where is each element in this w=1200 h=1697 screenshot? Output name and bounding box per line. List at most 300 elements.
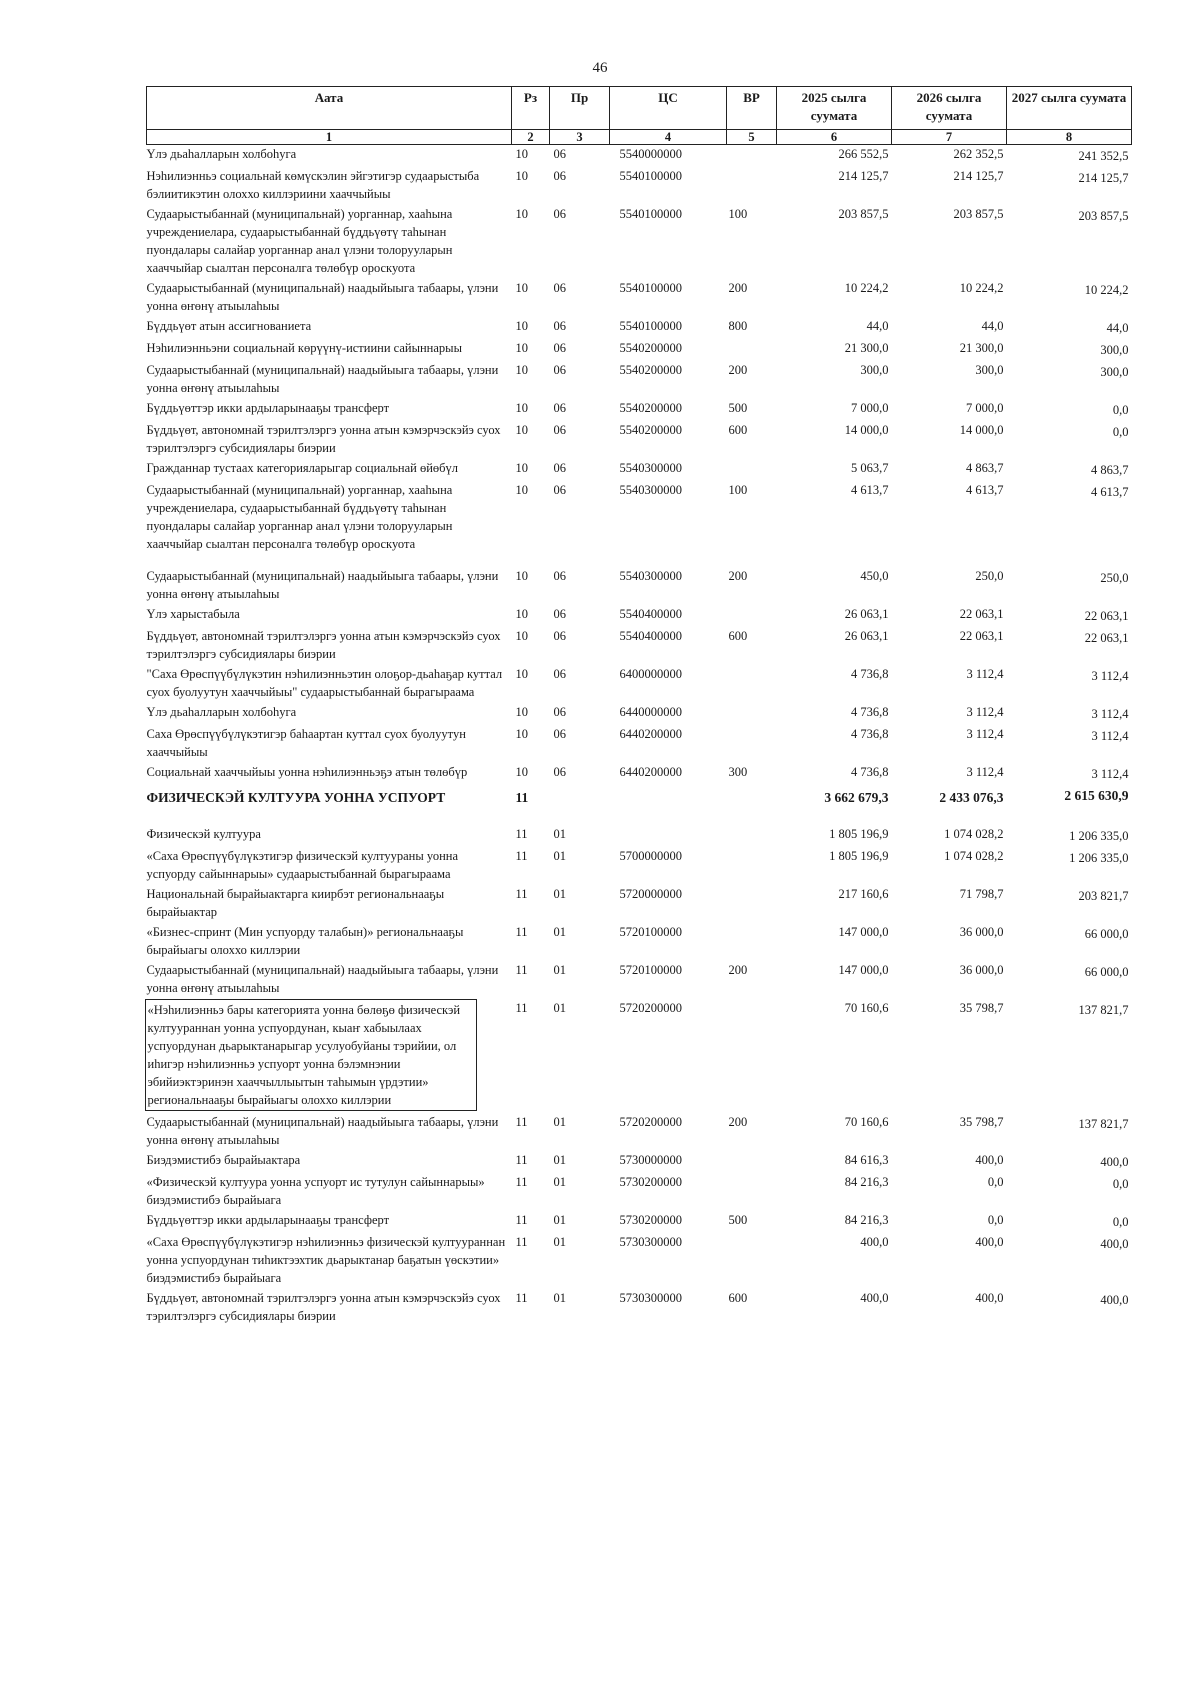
row-amount-2026: 7 000,0 bbox=[966, 401, 1004, 415]
column-number: 1 bbox=[147, 130, 512, 145]
row-name: Бүддьүөттэр икки ардыларынааҕы трансферт bbox=[146, 1213, 390, 1227]
row-cs: 5720100000 bbox=[619, 963, 682, 977]
row-pr: 06 bbox=[553, 569, 566, 583]
row-amount-2026: 262 352,5 bbox=[953, 147, 1004, 161]
row-amount-2026: 44,0 bbox=[981, 319, 1004, 333]
row-vr bbox=[727, 145, 777, 168]
row-name: Судаарыстыбаннай (муниципальнай) наадыйыыга табаары, үлэни уонна өҥөнү атыылаһыы bbox=[146, 569, 499, 601]
row-amount-2026: 4 863,7 bbox=[966, 461, 1004, 475]
row-pr: 01 bbox=[553, 827, 566, 841]
row-amount-2027: 0,0 bbox=[1112, 425, 1129, 439]
row-name: Саха Өрөспүүбүлүкэтигэр баһаартан куттал суох буолуутун хааччыйыы bbox=[146, 727, 466, 759]
row-amount-2025: 4 736,8 bbox=[851, 727, 889, 741]
header-pr: Пр bbox=[550, 87, 610, 130]
row-cs: 5540200000 bbox=[619, 423, 682, 437]
row-amount-2027: 137 821,7 bbox=[1078, 1117, 1129, 1131]
row-cs: 6440000000 bbox=[619, 705, 682, 719]
row-pr: 06 bbox=[553, 147, 566, 161]
row-name: «Саха Өрөспүүбүлүкэтигэр физическэй култуураны уонна успуорду сайыннарыы» судаарыстыбаннай бырагыраама bbox=[146, 849, 459, 881]
row-pr: 06 bbox=[553, 483, 566, 497]
row-amount-2027: 4 863,7 bbox=[1091, 463, 1129, 477]
row-vr: 200 bbox=[728, 281, 748, 295]
row-pr: 06 bbox=[553, 423, 566, 437]
table-row bbox=[147, 725, 1132, 763]
table-row bbox=[147, 205, 1132, 279]
row-amount-2027: 0,0 bbox=[1112, 403, 1129, 417]
table-row bbox=[147, 605, 1132, 627]
row-pr bbox=[550, 785, 610, 825]
row-amount-2025: 4 736,8 bbox=[851, 705, 889, 719]
column-number: 5 bbox=[727, 130, 777, 145]
row-amount-2025: 266 552,5 bbox=[838, 147, 889, 161]
table-row bbox=[147, 1173, 1132, 1211]
row-cs: 5540200000 bbox=[619, 363, 682, 377]
row-amount-2025: 4 736,8 bbox=[851, 667, 889, 681]
row-rz: 11 bbox=[515, 1213, 528, 1227]
row-amount-2026: 400,0 bbox=[975, 1153, 1004, 1167]
row-amount-2027: 137 821,7 bbox=[1078, 1003, 1129, 1017]
row-pr: 01 bbox=[553, 963, 566, 977]
row-rz: 10 bbox=[515, 341, 528, 355]
row-vr: 200 bbox=[728, 1115, 748, 1129]
row-cs bbox=[610, 825, 727, 847]
row-pr: 06 bbox=[553, 281, 566, 295]
row-pr: 06 bbox=[553, 727, 566, 741]
table-row bbox=[147, 763, 1132, 785]
row-vr bbox=[727, 999, 777, 1113]
row-cs: 5540200000 bbox=[619, 341, 682, 355]
row-cs: 5540300000 bbox=[619, 483, 682, 497]
row-pr: 06 bbox=[553, 363, 566, 377]
header-rz: Рз bbox=[512, 87, 550, 130]
row-name: Судаарыстыбаннай (муниципальнай) уорганнар, хааһына учреждениелара, судаарыстыбаннай бүддьүөтү таһынан пуондалары салайар уорганнар анал үлэни толорууларын хааччыйар сыалтан персоналга төлөбүр ороскуота bbox=[146, 207, 453, 275]
table-row bbox=[147, 1211, 1132, 1233]
row-amount-2025: 147 000,0 bbox=[838, 925, 889, 939]
row-vr: 200 bbox=[728, 569, 748, 583]
row-name: Национальнай бырайыактарга киирбэт региональнааҕы бырайыактар bbox=[146, 887, 445, 919]
column-number: 6 bbox=[777, 130, 892, 145]
row-amount-2027: 44,0 bbox=[1106, 321, 1129, 335]
row-amount-2025: 70 160,6 bbox=[844, 1115, 889, 1129]
table-row bbox=[147, 399, 1132, 421]
row-rz: 10 bbox=[515, 483, 528, 497]
table-row bbox=[147, 421, 1132, 459]
row-name: «Бизнес-спринт (Мин успуорду талабын)» региональнааҕы бырайыагы олоххо киллэрии bbox=[146, 925, 464, 957]
row-name: Судаарыстыбаннай (муниципальнай) наадыйыыга табаары, үлэни уонна өҥөнү атыылаһыы bbox=[146, 281, 499, 313]
row-amount-2025: 400,0 bbox=[860, 1291, 889, 1305]
row-cs: 5720200000 bbox=[619, 1001, 682, 1015]
table-row bbox=[147, 145, 1132, 168]
row-rz: 10 bbox=[515, 423, 528, 437]
row-amount-2025: 7 000,0 bbox=[851, 401, 889, 415]
table-row bbox=[147, 317, 1132, 339]
table-row bbox=[147, 1113, 1132, 1151]
header-vr: ВР bbox=[727, 87, 777, 130]
header-cs: ЦС bbox=[610, 87, 727, 130]
row-amount-2025: 300,0 bbox=[860, 363, 889, 377]
boxed-row-name: «Нэһилиэнньэ бары категорията уонна бөлөҕө физическэй култуураннан уонна успуордунан, кыаҥ хабыылаах успуордунан дьарыктанарыгар усулуобуйаны тэрийии, ол иһигэр нэһилиэнньэ успуорт уонна бэлэмнэнии эбийиэктэринэн хааччыллыытын таһымын үрдэтии» региональнааҕы бырайыагы олоххо киллэрии bbox=[145, 999, 477, 1111]
row-amount-2026: 14 000,0 bbox=[959, 423, 1004, 437]
row-vr: 100 bbox=[728, 207, 748, 221]
row-rz: 10 bbox=[515, 629, 528, 643]
row-cs: 5540100000 bbox=[619, 319, 682, 333]
row-cs: 5720200000 bbox=[619, 1115, 682, 1129]
row-name: Биэдэмистибэ бырайыактара bbox=[146, 1153, 301, 1167]
row-pr: 06 bbox=[553, 667, 566, 681]
row-amount-2027: 300,0 bbox=[1100, 343, 1129, 357]
row-rz: 11 bbox=[515, 887, 528, 901]
table-row bbox=[147, 703, 1132, 725]
row-name: «Физическэй култуура уонна успуорт ис тутулун сайыннарыы» биэдэмистибэ бырайыага bbox=[146, 1175, 485, 1207]
table-row bbox=[147, 361, 1132, 399]
row-vr: 600 bbox=[728, 1291, 748, 1305]
row-amount-2027: 2 615 630,9 bbox=[1064, 788, 1129, 803]
row-amount-2025: 26 063,1 bbox=[844, 629, 889, 643]
table-row bbox=[147, 825, 1132, 847]
row-vr bbox=[727, 725, 777, 763]
row-amount-2025: 3 662 679,3 bbox=[824, 790, 889, 805]
row-amount-2026: 2 433 076,3 bbox=[939, 790, 1004, 805]
row-amount-2027: 241 352,5 bbox=[1078, 149, 1129, 163]
row-rz: 11 bbox=[515, 1175, 528, 1189]
row-pr: 06 bbox=[553, 607, 566, 621]
row-amount-2025: 84 216,3 bbox=[844, 1175, 889, 1189]
row-pr: 01 bbox=[553, 1153, 566, 1167]
row-cs: 5730200000 bbox=[619, 1213, 682, 1227]
row-name: Судаарыстыбаннай (муниципальнай) наадыйыыга табаары, үлэни уонна өҥөнү атыылаһыы bbox=[146, 1115, 499, 1147]
row-pr: 01 bbox=[553, 1115, 566, 1129]
row-name: Бүддьүөт, автономнай тэрилтэлэргэ уонна атын кэмэрчэскэйэ суох тэрилтэлэргэ субсидиялары биэрии bbox=[146, 423, 501, 455]
row-cs: 5540100000 bbox=[619, 207, 682, 221]
row-name: Нэһилиэнньэ социальнай көмүскэлин эйгэтигэр судаарыстыба бэлиитикэтин олоххо киллэриини хааччыйыы bbox=[146, 169, 480, 201]
row-amount-2025: 14 000,0 bbox=[844, 423, 889, 437]
row-vr bbox=[727, 1233, 777, 1289]
row-amount-2027: 400,0 bbox=[1100, 1237, 1129, 1251]
row-cs: 5540400000 bbox=[619, 629, 682, 643]
row-amount-2026: 3 112,4 bbox=[966, 765, 1004, 779]
row-cs: 6440200000 bbox=[619, 765, 682, 779]
row-cs: 5540000000 bbox=[619, 147, 682, 161]
row-pr: 01 bbox=[553, 1291, 566, 1305]
row-vr bbox=[727, 339, 777, 361]
table-row bbox=[147, 999, 1132, 1113]
row-amount-2026: 1 074 028,2 bbox=[944, 849, 1004, 863]
row-rz: 10 bbox=[515, 705, 528, 719]
row-rz: 10 bbox=[515, 147, 528, 161]
row-name: Үлэ харыстабыла bbox=[146, 607, 240, 621]
row-amount-2026: 0,0 bbox=[987, 1175, 1004, 1189]
row-cs: 5540300000 bbox=[619, 569, 682, 583]
row-amount-2026: 21 300,0 bbox=[959, 341, 1004, 355]
row-amount-2025: 84 616,3 bbox=[844, 1153, 889, 1167]
table-body bbox=[147, 145, 1132, 1328]
row-rz: 11 bbox=[515, 1153, 528, 1167]
row-amount-2026: 3 112,4 bbox=[966, 727, 1004, 741]
row-amount-2026: 22 063,1 bbox=[959, 607, 1004, 621]
row-cs: 5540200000 bbox=[619, 401, 682, 415]
row-rz: 10 bbox=[515, 169, 528, 183]
row-rz: 11 bbox=[515, 1291, 528, 1305]
row-amount-2026: 400,0 bbox=[975, 1235, 1004, 1249]
row-amount-2026: 3 112,4 bbox=[966, 667, 1004, 681]
row-vr bbox=[727, 923, 777, 961]
row-amount-2027: 66 000,0 bbox=[1084, 965, 1129, 979]
row-name: Бүддьүөттэр икки ардыларынааҕы трансферт bbox=[146, 401, 390, 415]
header-2025: 2025 сылга суумата bbox=[777, 87, 892, 130]
row-rz: 10 bbox=[515, 281, 528, 295]
row-vr bbox=[727, 885, 777, 923]
row-amount-2025: 10 224,2 bbox=[844, 281, 889, 295]
row-amount-2026: 250,0 bbox=[975, 569, 1004, 583]
row-vr: 500 bbox=[728, 1213, 748, 1227]
row-cs: 5540300000 bbox=[619, 461, 682, 475]
row-cs: 5730300000 bbox=[619, 1235, 682, 1249]
row-vr: 600 bbox=[728, 423, 748, 437]
row-name: Үлэ дьаһалларын холбоһуга bbox=[146, 147, 297, 161]
row-rz: 11 bbox=[515, 925, 528, 939]
row-amount-2026: 4 613,7 bbox=[966, 483, 1004, 497]
table-row bbox=[147, 785, 1132, 825]
column-number: 8 bbox=[1007, 130, 1132, 145]
row-amount-2027: 66 000,0 bbox=[1084, 927, 1129, 941]
table-row bbox=[147, 339, 1132, 361]
row-cs: 5730000000 bbox=[619, 1153, 682, 1167]
row-name bbox=[147, 999, 512, 1113]
row-pr: 01 bbox=[553, 1175, 566, 1189]
row-amount-2026: 35 798,7 bbox=[959, 1115, 1004, 1129]
row-pr: 01 bbox=[553, 925, 566, 939]
row-vr bbox=[727, 847, 777, 885]
row-amount-2027: 214 125,7 bbox=[1078, 171, 1129, 185]
row-rz: 10 bbox=[515, 363, 528, 377]
row-pr: 01 bbox=[553, 1001, 566, 1015]
row-amount-2025: 400,0 bbox=[860, 1235, 889, 1249]
row-amount-2026: 35 798,7 bbox=[959, 1001, 1004, 1015]
row-amount-2026: 36 000,0 bbox=[959, 925, 1004, 939]
table-row bbox=[147, 279, 1132, 317]
column-number-row bbox=[147, 130, 1132, 145]
row-vr: 500 bbox=[728, 401, 748, 415]
row-vr: 100 bbox=[728, 483, 748, 497]
table-row bbox=[147, 1233, 1132, 1289]
column-number: 2 bbox=[512, 130, 550, 145]
row-vr bbox=[727, 1151, 777, 1173]
row-cs: 5700000000 bbox=[619, 849, 682, 863]
row-rz: 10 bbox=[515, 319, 528, 333]
row-amount-2027: 300,0 bbox=[1100, 365, 1129, 379]
row-cs: 6400000000 bbox=[619, 667, 682, 681]
row-amount-2027: 0,0 bbox=[1112, 1177, 1129, 1191]
row-cs: 5720100000 bbox=[619, 925, 682, 939]
row-amount-2025: 217 160,6 bbox=[838, 887, 889, 901]
row-amount-2027: 3 112,4 bbox=[1091, 729, 1129, 743]
row-amount-2025: 1 805 196,9 bbox=[829, 849, 889, 863]
table-row bbox=[147, 1151, 1132, 1173]
table-row bbox=[147, 167, 1132, 205]
row-amount-2025: 70 160,6 bbox=[844, 1001, 889, 1015]
row-amount-2025: 26 063,1 bbox=[844, 607, 889, 621]
table-row bbox=[147, 665, 1132, 703]
row-pr: 06 bbox=[553, 169, 566, 183]
row-vr bbox=[727, 665, 777, 703]
row-amount-2026: 300,0 bbox=[975, 363, 1004, 377]
row-amount-2027: 0,0 bbox=[1112, 1215, 1129, 1229]
row-rz: 10 bbox=[515, 727, 528, 741]
row-rz: 10 bbox=[515, 569, 528, 583]
row-rz: 10 bbox=[515, 607, 528, 621]
row-amount-2027: 10 224,2 bbox=[1084, 283, 1129, 297]
table-row bbox=[147, 923, 1132, 961]
row-cs bbox=[610, 785, 727, 825]
row-amount-2025: 450,0 bbox=[860, 569, 889, 583]
row-rz: 11 bbox=[515, 1115, 528, 1129]
row-amount-2027: 1 206 335,0 bbox=[1069, 851, 1129, 865]
row-pr: 06 bbox=[553, 319, 566, 333]
row-pr: 06 bbox=[553, 765, 566, 779]
row-amount-2026: 1 074 028,2 bbox=[944, 827, 1004, 841]
row-amount-2026: 10 224,2 bbox=[959, 281, 1004, 295]
column-number: 7 bbox=[892, 130, 1007, 145]
header-name: Аата bbox=[147, 87, 512, 130]
row-vr bbox=[727, 459, 777, 481]
row-name: Үлэ дьаһалларын холбоһуга bbox=[146, 705, 297, 719]
row-name: Бүддьүөт атын ассигнованиета bbox=[146, 319, 312, 333]
row-amount-2027: 250,0 bbox=[1100, 571, 1129, 585]
row-amount-2027: 400,0 bbox=[1100, 1293, 1129, 1307]
page-number: 46 bbox=[592, 60, 608, 76]
row-name: Нэһилиэнньэни социальнай көрүүнү-истиини сайыннарыы bbox=[146, 341, 462, 355]
table-row bbox=[147, 481, 1132, 567]
row-name: ФИЗИЧЕСКЭЙ КУЛТУУРА УОННА УСПУОРТ bbox=[146, 790, 446, 805]
row-pr: 06 bbox=[553, 207, 566, 221]
column-number: 3 bbox=[550, 130, 610, 145]
row-pr: 06 bbox=[553, 461, 566, 475]
row-vr: 200 bbox=[728, 963, 748, 977]
row-amount-2027: 3 112,4 bbox=[1091, 707, 1129, 721]
row-amount-2025: 147 000,0 bbox=[838, 963, 889, 977]
row-name: Гражданнар тустаах категорияларыгар социальнай өйөбүл bbox=[146, 461, 458, 475]
row-amount-2025: 5 063,7 bbox=[851, 461, 889, 475]
row-cs: 5730200000 bbox=[619, 1175, 682, 1189]
row-vr: 600 bbox=[728, 629, 748, 643]
row-pr: 01 bbox=[553, 1235, 566, 1249]
row-vr bbox=[727, 1173, 777, 1211]
row-amount-2027: 1 206 335,0 bbox=[1069, 829, 1129, 843]
row-vr bbox=[727, 605, 777, 627]
row-vr bbox=[727, 825, 777, 847]
row-amount-2027: 400,0 bbox=[1100, 1155, 1129, 1169]
row-vr bbox=[727, 703, 777, 725]
row-amount-2027: 4 613,7 bbox=[1091, 485, 1129, 499]
row-pr: 06 bbox=[553, 401, 566, 415]
row-pr: 06 bbox=[553, 341, 566, 355]
column-number: 4 bbox=[610, 130, 727, 145]
row-amount-2026: 36 000,0 bbox=[959, 963, 1004, 977]
row-amount-2027: 3 112,4 bbox=[1091, 669, 1129, 683]
row-name: Бүддьүөт, автономнай тэрилтэлэргэ уонна атын кэмэрчэскэйэ суох тэрилтэлэргэ субсидиялары биэрии bbox=[146, 1291, 501, 1323]
row-cs: 5540100000 bbox=[619, 169, 682, 183]
table-row bbox=[147, 567, 1132, 605]
row-pr: 01 bbox=[553, 849, 566, 863]
row-name: "Саха Өрөспүүбүлүкэтин нэһилиэнньэтин олоҕор-дьаһаҕар куттал суох буолуутун хааччыйыы" судаарыстыбаннай бырагыраама bbox=[146, 667, 503, 699]
row-amount-2025: 84 216,3 bbox=[844, 1213, 889, 1227]
row-name: «Саха Өрөспүүбүлүкэтигэр нэһилиэнньэ физическэй култуураннан уонна успуордунан тиһиктээхтик дьарыктанар баҕатын үөскэтии» биэдэмистибэ бырайыага bbox=[146, 1235, 506, 1285]
row-amount-2026: 400,0 bbox=[975, 1291, 1004, 1305]
row-amount-2025: 1 805 196,9 bbox=[829, 827, 889, 841]
table-row bbox=[147, 961, 1132, 999]
row-name: Судаарыстыбаннай (муниципальнай) наадыйыыга табаары, үлэни уонна өҥөнү атыылаһыы bbox=[146, 963, 499, 995]
row-amount-2025: 4 736,8 bbox=[851, 765, 889, 779]
row-amount-2026: 214 125,7 bbox=[953, 169, 1004, 183]
header-2026: 2026 сылга суумата bbox=[892, 87, 1007, 130]
row-amount-2026: 71 798,7 bbox=[959, 887, 1004, 901]
row-amount-2027: 22 063,1 bbox=[1084, 631, 1129, 645]
row-vr: 300 bbox=[728, 765, 748, 779]
row-amount-2025: 44,0 bbox=[866, 319, 889, 333]
table-row bbox=[147, 459, 1132, 481]
row-amount-2027: 203 857,5 bbox=[1078, 209, 1129, 223]
header-2027: 2027 сылга суумата bbox=[1007, 87, 1132, 130]
header-row bbox=[147, 87, 1132, 130]
row-pr: 06 bbox=[553, 705, 566, 719]
row-amount-2025: 21 300,0 bbox=[844, 341, 889, 355]
row-pr: 01 bbox=[553, 1213, 566, 1227]
row-cs: 5540400000 bbox=[619, 607, 682, 621]
row-pr: 01 bbox=[553, 887, 566, 901]
row-amount-2026: 22 063,1 bbox=[959, 629, 1004, 643]
row-name: Судаарыстыбаннай (муниципальнай) наадыйыыга табаары, үлэни уонна өҥөнү атыылаһыы bbox=[146, 363, 499, 395]
row-cs: 5540100000 bbox=[619, 281, 682, 295]
row-rz: 10 bbox=[515, 401, 528, 415]
row-rz: 11 bbox=[515, 963, 528, 977]
table-row bbox=[147, 885, 1132, 923]
row-rz: 11 bbox=[515, 790, 529, 805]
row-amount-2026: 0,0 bbox=[987, 1213, 1004, 1227]
row-cs: 6440200000 bbox=[619, 727, 682, 741]
row-vr bbox=[727, 785, 777, 825]
row-name: Социальнай хааччыйыы уонна нэһилиэнньэҕэ атын төлөбүр bbox=[146, 765, 468, 779]
table-row bbox=[147, 627, 1132, 665]
row-amount-2027: 203 821,7 bbox=[1078, 889, 1129, 903]
row-rz: 11 bbox=[515, 849, 528, 863]
row-amount-2027: 22 063,1 bbox=[1084, 609, 1129, 623]
row-name: Судаарыстыбаннай (муниципальнай) уорганнар, хааһына учреждениелара, судаарыстыбаннай бүддьүөтү таһынан пуондалары салайар уорганнар анал үлэни толорууларын хааччыйар сыалтан персоналга төлөбүр ороскуота bbox=[146, 483, 453, 551]
row-amount-2027: 3 112,4 bbox=[1091, 767, 1129, 781]
row-vr: 800 bbox=[728, 319, 748, 333]
row-rz: 10 bbox=[515, 765, 528, 779]
row-vr bbox=[727, 167, 777, 205]
row-name: Физическэй култуура bbox=[146, 827, 261, 841]
row-rz: 11 bbox=[515, 1001, 528, 1015]
row-rz: 10 bbox=[515, 207, 528, 221]
row-amount-2026: 203 857,5 bbox=[953, 207, 1004, 221]
budget-table bbox=[146, 86, 1132, 1327]
row-rz: 11 bbox=[515, 827, 528, 841]
row-rz: 10 bbox=[515, 667, 528, 681]
row-amount-2025: 203 857,5 bbox=[838, 207, 889, 221]
table-row bbox=[147, 847, 1132, 885]
row-vr: 200 bbox=[728, 363, 748, 377]
table-row bbox=[147, 1289, 1132, 1327]
row-rz: 10 bbox=[515, 461, 528, 475]
row-amount-2026: 3 112,4 bbox=[966, 705, 1004, 719]
row-cs: 5720000000 bbox=[619, 887, 682, 901]
row-name: Бүддьүөт, автономнай тэрилтэлэргэ уонна атын кэмэрчэскэйэ суох тэрилтэлэргэ субсидиялары биэрии bbox=[146, 629, 501, 661]
row-rz: 11 bbox=[515, 1235, 528, 1249]
row-cs: 5730300000 bbox=[619, 1291, 682, 1305]
row-amount-2025: 214 125,7 bbox=[838, 169, 889, 183]
row-pr: 06 bbox=[553, 629, 566, 643]
